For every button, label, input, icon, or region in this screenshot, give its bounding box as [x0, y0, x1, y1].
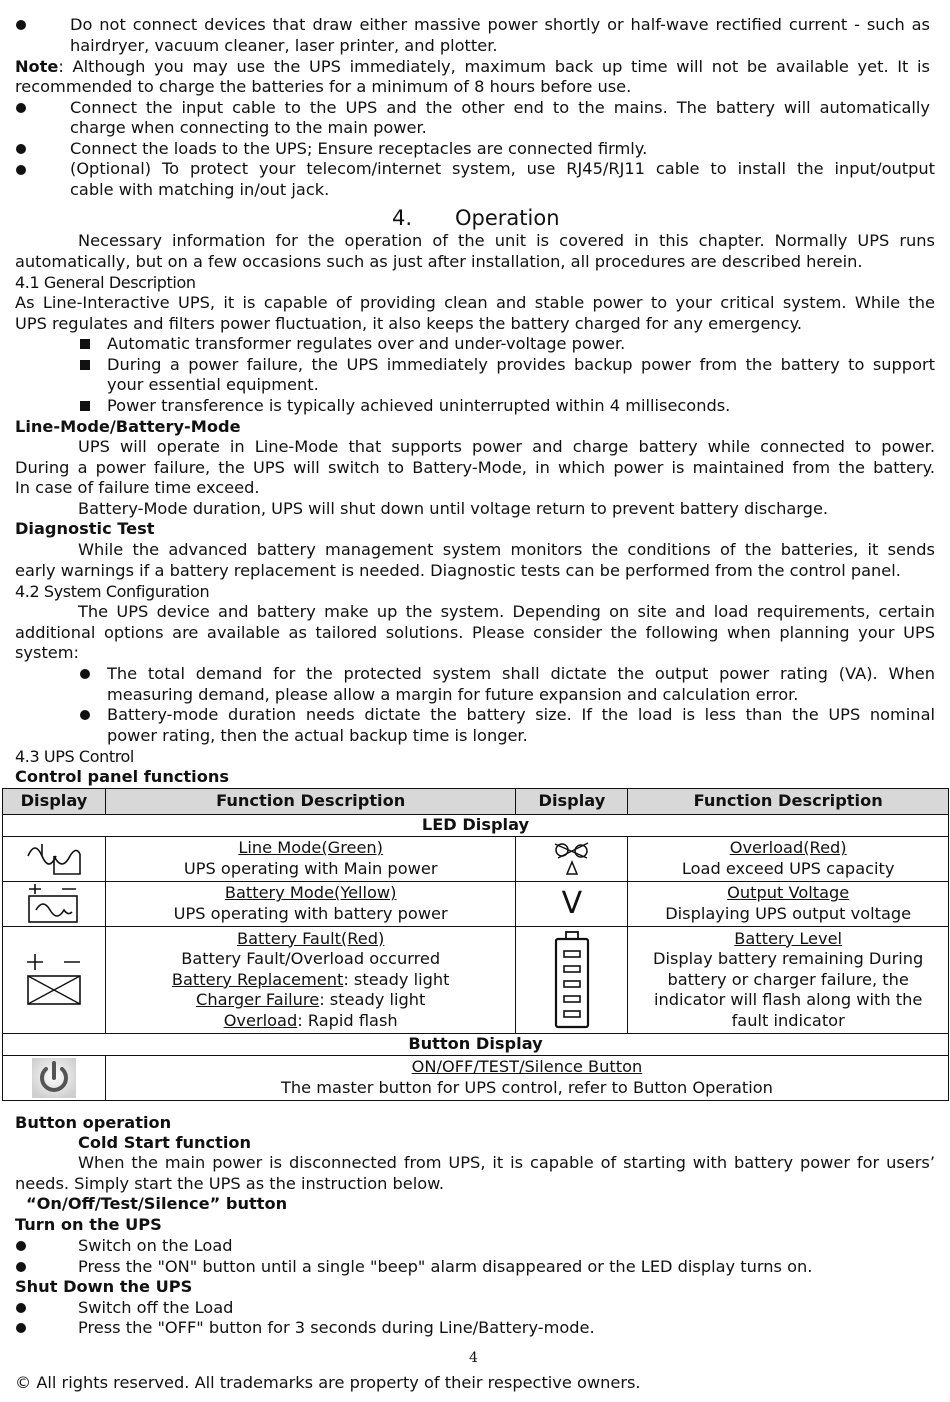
copyright-line [15, 1373, 641, 1394]
power-button-desc: The master button for UPS control, refer to Button Operation [281, 1078, 773, 1097]
battery-mode-cell [105, 882, 515, 927]
bullet-dot [16, 1241, 26, 1251]
table-row [3, 927, 949, 1034]
diag-heading: Diagnostic Test [15, 519, 155, 538]
overload-desc: : Rapid flash [297, 1010, 398, 1030]
overload-icon [516, 837, 628, 882]
mode-heading: Line-Mode/Battery-Mode [15, 417, 241, 436]
config-line-3: system: [15, 643, 79, 662]
bullet-text: hairdryer, vacuum cleaner, laser printer, and plotter. [70, 36, 498, 55]
general-bullet-2-cont: your essential equipment. [107, 375, 319, 394]
led-display-heading: LED Display [3, 815, 949, 837]
install-bullet-2: Connect the loads to the UPS; Ensure receptacles are connected firmly. [70, 139, 648, 158]
battery-fault-cell [105, 927, 515, 1034]
intro-line-1: Necessary information for the operation of the unit is covered in this chapter. Normally UPS runs [78, 231, 935, 250]
led-display-row [3, 815, 949, 837]
table-row [3, 882, 949, 927]
button-display-heading: Button Display [3, 1034, 949, 1056]
config-line-1: The UPS device and battery make up the system. Depending on site and load requirements, certain [78, 602, 935, 621]
control-panel-heading: Control panel functions [15, 767, 230, 786]
table-row [3, 837, 949, 882]
mode-line-1: UPS will operate in Line-Mode that supports power and charge battery while connected to power. [78, 437, 935, 456]
battery-fault-line-1: Battery Fault/Overload occurred [181, 949, 441, 969]
general-line-1: As Line-Interactive UPS, it is capable of providing clean and stable power to your critical system. While the [15, 293, 935, 312]
intro-line-2: automatically, but on a few occasions such as just after installation, all procedures are described herein. [15, 252, 863, 271]
bullet-dot [16, 165, 26, 175]
diag-line-2: early warnings if a battery replacement is needed. Diagnostic tests can be performed from the control panel. [15, 561, 901, 580]
battery-level-icon [516, 927, 628, 1034]
diag-line-1: While the advanced battery management system monitors the conditions of the batteries, it sends [78, 540, 935, 559]
output-voltage-desc: Displaying UPS output voltage [665, 904, 912, 923]
general-bullet-3: Power transference is typically achieved uninterrupted within 4 milliseconds. [107, 396, 731, 415]
mode-line-3: In case of failure time exceed. [15, 478, 260, 497]
bullet-text: Do not connect devices that draw either massive power shortly or half-wave rectified current - such as [70, 15, 930, 34]
battery-replacement-term: Battery Replacement [171, 969, 344, 989]
overload-cell [628, 837, 949, 882]
install-bullet-1: Connect the input cable to the UPS and the other end to the mains. The battery will automatically [70, 98, 930, 117]
battery-fault-title: Battery Fault(Red) [237, 928, 385, 948]
general-bullet-2: During a power failure, the UPS immediately provides backup power from the battery to support [107, 355, 935, 374]
section-title: Operation [455, 206, 560, 230]
bullet-square [80, 339, 90, 349]
line-mode-cell [105, 837, 515, 882]
bullet-dot [16, 144, 26, 154]
config-line-2: additional options are available as tailored solutions. Please consider the following when planning your UPS [15, 623, 935, 642]
battery-level-line-3: indicator will flash along with the [654, 990, 923, 1010]
overload-desc: Load exceed UPS capacity [681, 859, 895, 878]
header-display: Display [3, 789, 106, 815]
heading-4-1: 4.1 General Description [15, 273, 196, 292]
battery-mode-desc: UPS operating with battery power [173, 904, 448, 923]
header-display: Display [516, 789, 628, 815]
mode-line-4: Battery-Mode duration, UPS will shut down until voltage return to prevent battery discharge. [78, 499, 829, 518]
bullet-square [80, 401, 90, 411]
config-bullet-1-cont: measuring demand, please allow a margin for future expansion and calculation error. [107, 685, 799, 704]
onoff-heading: “On/Off/Test/Silence” button [26, 1194, 288, 1213]
cold-start-line-2: needs. Simply start the UPS as the instruction below. [15, 1174, 445, 1193]
page-number: 4 [469, 1350, 478, 1366]
bullet-square [80, 360, 90, 370]
install-bullet-3: (Optional) To protect your telecom/internet system, use RJ45/RJ11 cable to install the input/output [70, 159, 935, 178]
power-button-cell [105, 1056, 948, 1101]
battery-level-line-1: Display battery remaining During [653, 949, 924, 969]
note-text: : Although you may use the UPS immediately, maximum back up time will not be available yet. It is [58, 57, 930, 76]
section-number: 4. [392, 206, 413, 230]
cold-start-heading: Cold Start function [78, 1133, 252, 1152]
battery-level-cell [628, 927, 949, 1034]
battery-mode-icon [3, 882, 106, 927]
heading-4-2: 4.2 System Configuration [15, 582, 210, 601]
header-function: Function Description [628, 789, 949, 815]
line-mode-icon [3, 837, 106, 882]
config-bullet-2: Battery-mode duration needs dictate the battery size. If the load is less than the UPS nominal [107, 705, 935, 724]
install-bullet-1-cont: charge when connecting to the main power. [70, 118, 427, 137]
charger-failure-desc: : steady light [319, 990, 426, 1010]
power-button-icon [3, 1056, 106, 1101]
button-operation-heading: Button operation [15, 1113, 172, 1132]
general-bullet-1: Automatic transformer regulates over and under-voltage power. [107, 334, 626, 353]
config-bullet-2-cont: power rating, then the actual backup time is longer. [107, 726, 528, 745]
heading-4-3: 4.3 UPS Control [15, 747, 134, 766]
note-text-2: recommended to charge the batteries for a minimum of 8 hours before use. [15, 77, 632, 96]
battery-fault-line-4 [106, 1011, 515, 1032]
bullet-dot [16, 103, 26, 113]
header-function: Function Description [105, 789, 515, 815]
voltage-symbol: V [516, 882, 628, 927]
install-bullet-3-cont: cable with matching in/out jack. [70, 180, 330, 199]
shut-down-heading: Shut Down the UPS [15, 1277, 193, 1296]
note-paragraph [15, 57, 930, 78]
bullet-dot [80, 669, 90, 679]
battery-fault-icon [3, 927, 106, 1034]
bullet-dot [80, 710, 90, 720]
config-bullet-1: The total demand for the protected system shall dictate the output power rating (VA). When [107, 664, 935, 683]
cold-start-line-1: When the main power is disconnected from UPS, it is capable of starting with battery power for users’ [78, 1153, 935, 1172]
turn-on-heading: Turn on the UPS [15, 1215, 162, 1234]
turn-on-step-1: Switch on the Load [78, 1236, 233, 1255]
bullet-dot [16, 20, 26, 30]
overload-title: Overload(Red) [729, 838, 847, 858]
line-mode-title: Line Mode(Green) [238, 838, 383, 858]
battery-level-line-4: fault indicator [731, 1010, 845, 1030]
battery-level-line-2: battery or charger failure, the [667, 969, 909, 989]
overload-term: Overload [223, 1010, 298, 1030]
bullet-dot [16, 1262, 26, 1272]
bullet-dot [16, 1323, 26, 1333]
turn-on-step-2: Press the "ON" button until a single "beep" alarm disappeared or the LED display turns on. [78, 1257, 813, 1276]
battery-fault-line-2 [106, 970, 515, 991]
table-row [3, 1056, 949, 1101]
bullet-dot [16, 1303, 26, 1313]
table-header-row [3, 789, 949, 815]
shut-down-step-1: Switch off the Load [78, 1298, 234, 1317]
note-label: Note [15, 57, 59, 76]
power-button-title: ON/OFF/TEST/Silence Button [411, 1057, 643, 1077]
button-display-row [3, 1034, 949, 1056]
copyright-icon: © [15, 1373, 32, 1392]
copyright-text: All rights reserved. All trademarks are property of their respective owners. [36, 1373, 641, 1392]
control-panel-table [2, 788, 949, 1101]
battery-fault-line-3 [106, 990, 515, 1011]
shut-down-step-2: Press the "OFF" button for 3 seconds during Line/Battery-mode. [78, 1318, 595, 1337]
charger-failure-term: Charger Failure [196, 990, 320, 1010]
general-line-2: UPS regulates and filters power fluctuation, it also keeps the battery charged for any emergency. [15, 314, 802, 333]
battery-level-title: Battery Level [734, 928, 843, 948]
battery-mode-title: Battery Mode(Yellow) [224, 883, 397, 903]
mode-line-2: During a power failure, the UPS will switch to Battery-Mode, in which power is maintained from the battery. [15, 458, 935, 477]
output-voltage-title: Output Voltage [727, 883, 850, 903]
line-mode-desc: UPS operating with Main power [183, 859, 438, 878]
battery-replacement-desc: : steady light [343, 969, 450, 989]
output-voltage-cell [628, 882, 949, 927]
